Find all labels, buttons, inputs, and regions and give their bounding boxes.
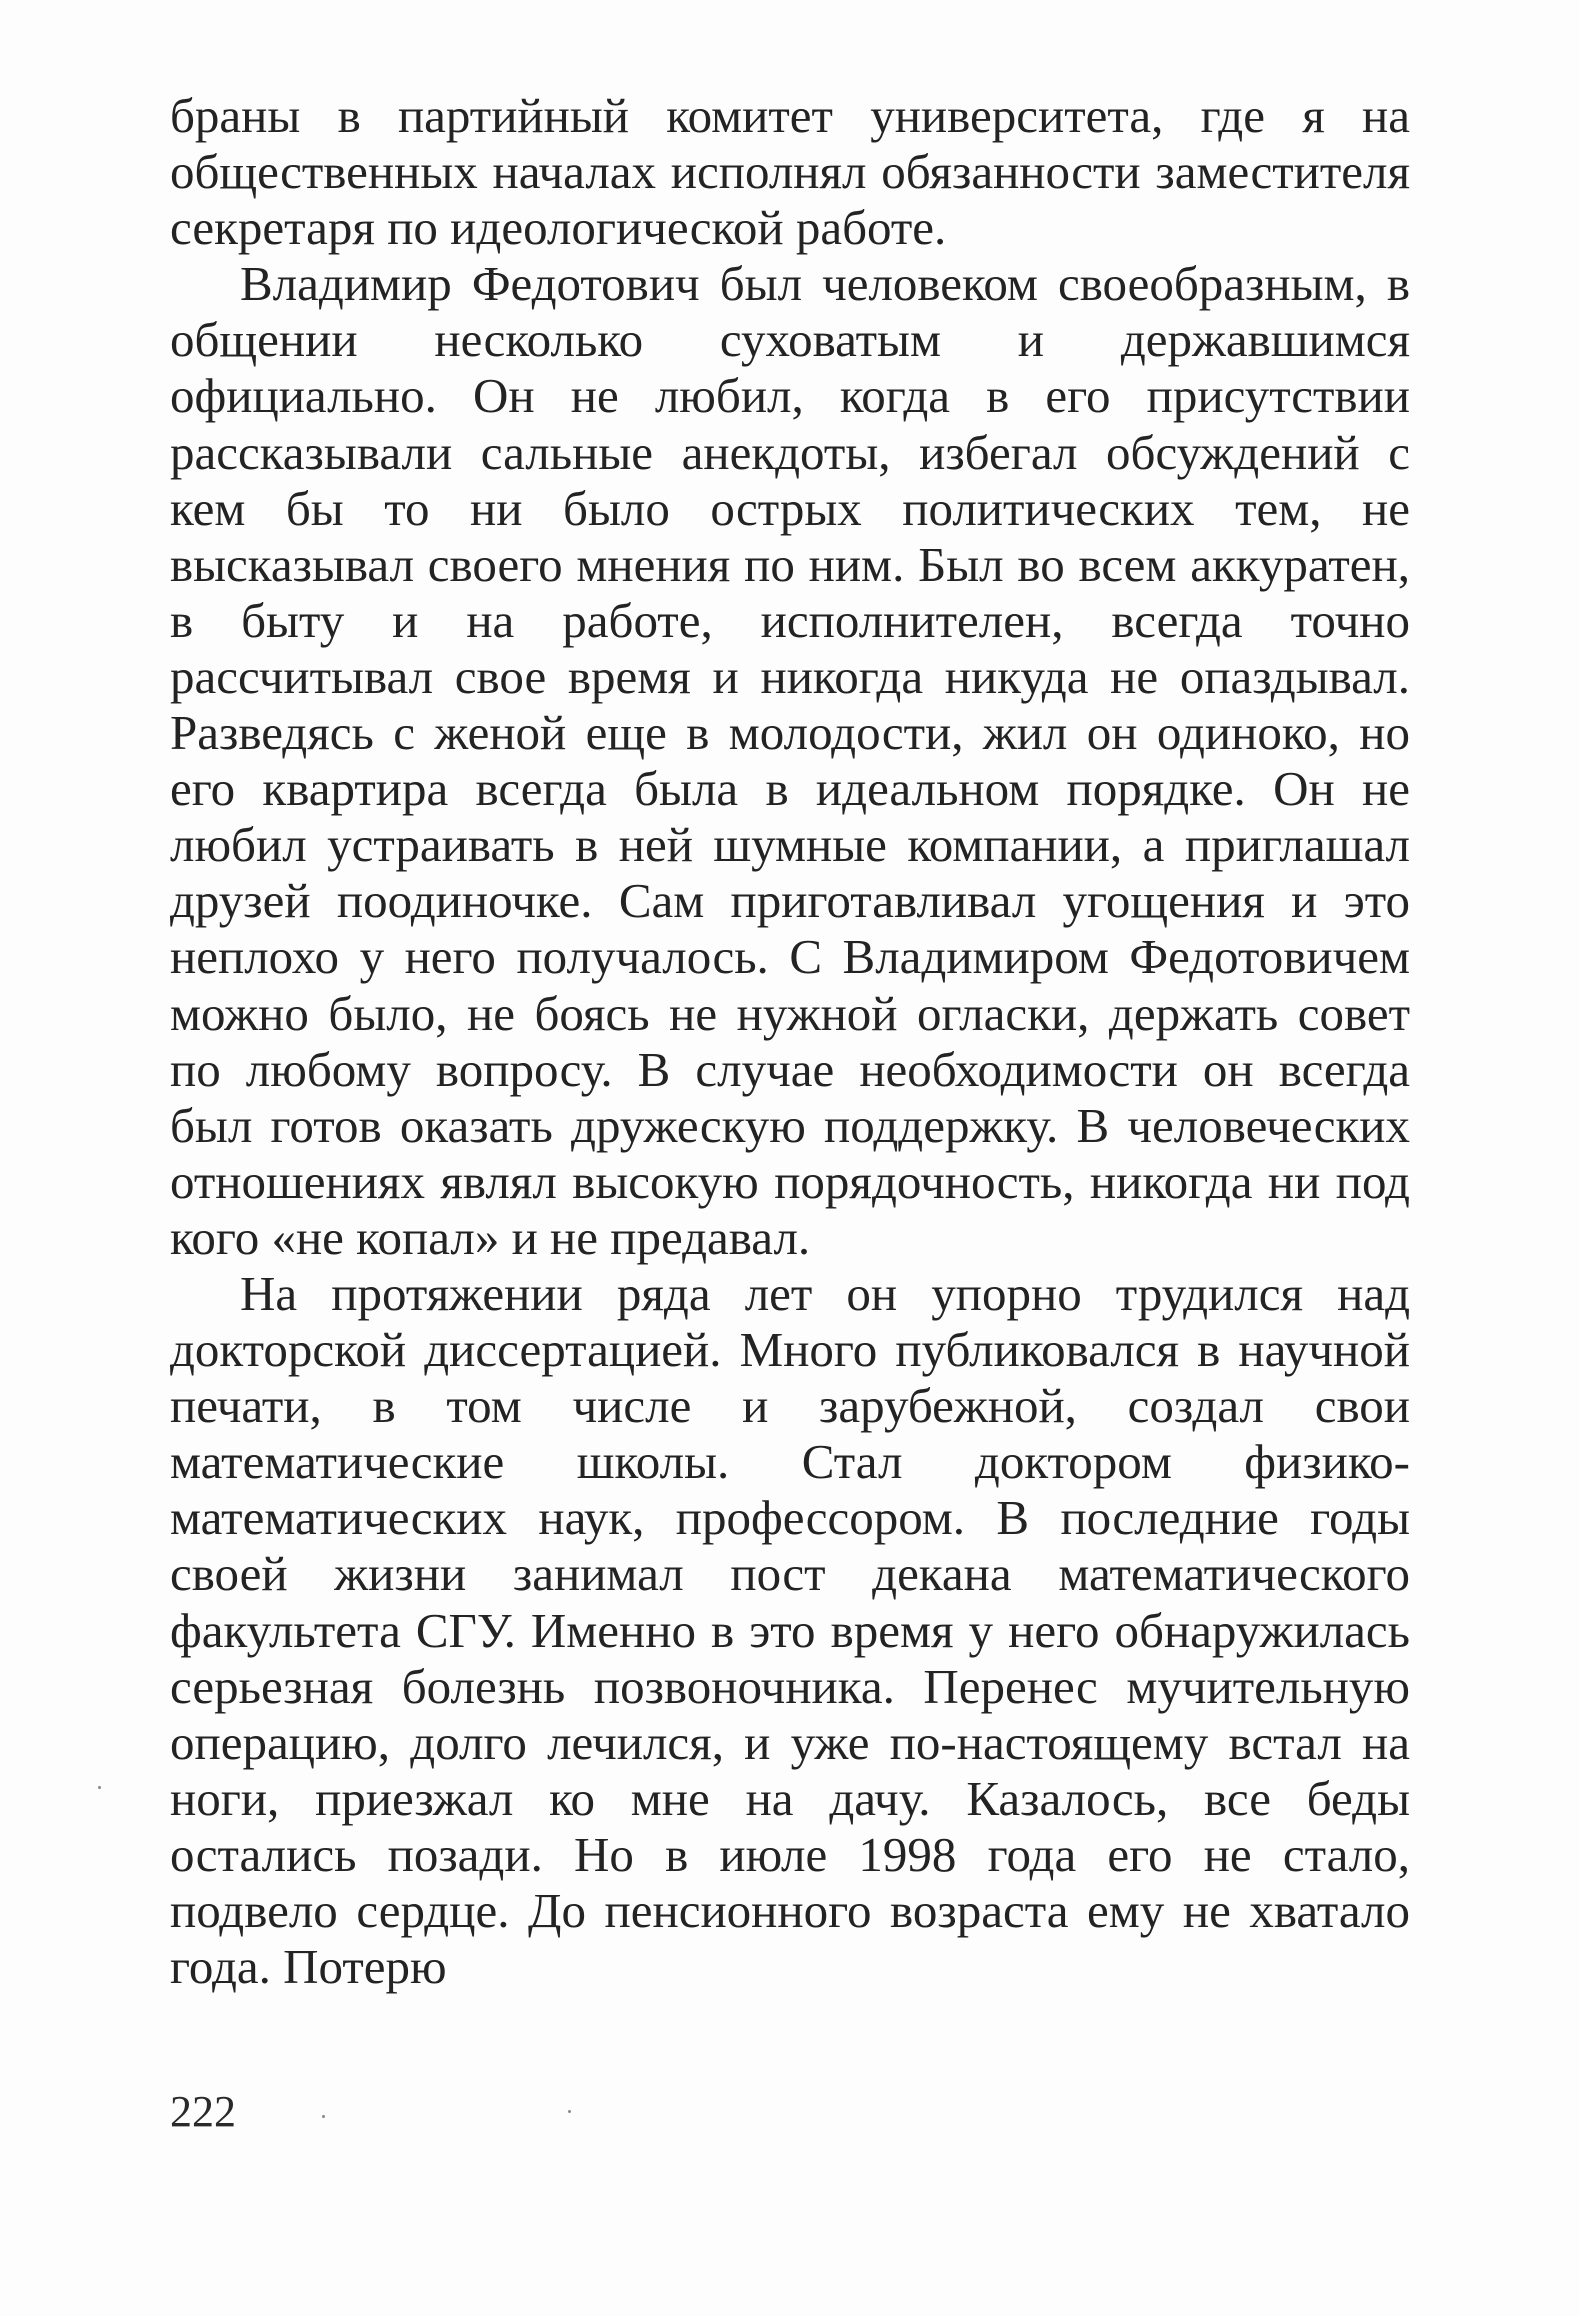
scan-speck [98, 1786, 101, 1789]
body-text [170, 88, 1410, 1995]
scan-speck [322, 2115, 325, 2118]
paragraph-career-and-death: На протяжении ряда лет он упорно трудился над докторской диссертацией. Много публиковался в научной печати, в том числе и зарубежной, создал свои математические школы. Стал доктором физико-математических наук, профессором. В последние годы своей жизни занимал пост декана математического факультета СГУ. Именно в это время у него обнаружилась серьезная болезнь позвоночника. Перенес мучительную операцию, долго лечился, и уже по-настоящему встал на ноги, приезжал ко мне на дачу. Казалось, все беды остались позади. Но в июле 1998 года его не стало, подвело сердце. До пенсионного возраста ему не хватало года. Потерю [170, 1265, 1410, 1995]
paragraph-character-description: Владимир Федотович был человеком своеобразным, в общении несколько суховатым и державшимся официально. Он не любил, когда в его присутствии рассказывали сальные анекдоты, избегал обсуждений с кем бы то ни было острых политических тем, не высказывал своего мнения по ним. Был во всем аккуратен, в быту и на работе, исполнителен, всегда точно рассчитывал свое время и никогда никуда не опаздывал. Разведясь с женой еще в молодости, жил он одиноко, но его квартира всегда была в идеальном порядке. Он не любил устраивать в ней шумные компании, а приглашал друзей поодиночке. Сам приготавливал угощения и это неплохо у него получалось. С Владимиром Федотовичем можно было, не боясь не нужной огласки, держать совет по любому вопросу. В случае необходимости он всегда был готов оказать дружескую поддержку. В человеческих отношениях являл высокую порядочность, никогда ни под кого «не копал» и не предавал. [170, 256, 1410, 1265]
paragraph-continuation: браны в партийный комитет университета, где я на общественных началах исполнял обязанности заместителя секретаря по идеологической работе. [170, 88, 1410, 256]
scan-speck [568, 2110, 571, 2113]
page-number: 222 [170, 2087, 236, 2136]
